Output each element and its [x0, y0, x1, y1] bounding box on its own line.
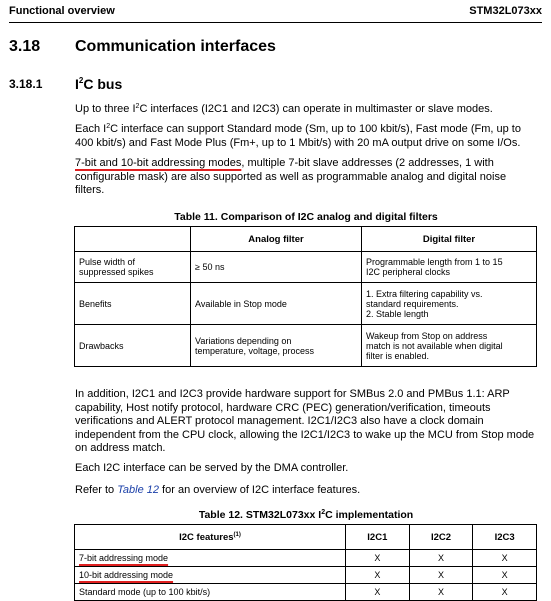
- table-12: [74, 524, 537, 601]
- section-number: 3.18: [9, 38, 41, 55]
- table-cell: 10-bit addressing mode: [75, 567, 346, 584]
- table-header-row: [75, 525, 537, 550]
- table-header-cell: I2C3: [473, 525, 537, 550]
- table-cell: X: [346, 550, 410, 567]
- table-cell: Drawbacks: [75, 325, 191, 367]
- table-cell: X: [473, 567, 537, 584]
- section-title: Communication interfaces: [75, 38, 276, 55]
- header-part-number: STM32L073xx: [469, 5, 542, 17]
- paragraph-modes: Each $I^2C$ interface can support Standard mode (Sm, up to 100 kbit/s), Fast mode (Fm, up to 400 kbit/s) and Fast Mode Plus (Fm+, up to 1 Mbit/s) with 20 mA output drive on some I/Os.: [75, 123, 521, 149]
- table-row: [75, 325, 537, 367]
- table-cell: X: [346, 584, 410, 601]
- table-cell: Available in Stop mode: [191, 283, 362, 325]
- table-11: [74, 226, 537, 367]
- table-cell: X: [409, 550, 473, 567]
- table-cell: X: [409, 584, 473, 601]
- subsection-title: $I^2C$ bus: [75, 76, 123, 92]
- table-cell: Variations depending on temperature, voltage, process: [191, 325, 362, 367]
- table-cell: 1. Extra filtering capability vs. standard requirements. 2. Stable length: [362, 283, 537, 325]
- table-cell: Standard mode (up to 100 kbit/s): [75, 584, 346, 601]
- paragraph-refer: Refer to Table 12 for an overview of I2C interface features.: [75, 484, 361, 496]
- paragraph-smbus: In addition, I2C1 and I2C3 provide hardware support for SMBus 2.0 and PMBus 1.1: ARP capability, Host notify protocol, hardware CRC (PEC) generation/verification, timeouts verifications and ALERT protocol management. I2C1/I2C3 also have a clock domain independent from the CPU clock, allowing the I2C1/I2C3 to wake up the MCU from Stop mode on address match.: [75, 388, 535, 454]
- table-header-cell: [75, 227, 191, 252]
- table-cell: X: [473, 550, 537, 567]
- table-cell: X: [409, 567, 473, 584]
- table-header-cell: I2C features$^{(1)}$: [75, 525, 346, 550]
- table-row: [75, 252, 537, 283]
- table-header-cell: I2C1: [346, 525, 410, 550]
- header-rule: [9, 22, 542, 23]
- page-header: [9, 5, 542, 21]
- table-row: [75, 283, 537, 325]
- table-header-cell: I2C2: [409, 525, 473, 550]
- paragraph-dma: Each I2C interface can be served by the DMA controller.: [75, 462, 349, 474]
- table-header-row: [75, 227, 537, 252]
- subsection-number: 3.18.1: [9, 77, 43, 91]
- table-cell: X: [346, 567, 410, 584]
- table-cell: Programmable length from 1 to 15 I2C peripheral clocks: [362, 252, 537, 283]
- table-cell: ≥ 50 ns: [191, 252, 362, 283]
- table-row: [75, 550, 537, 567]
- paragraph-interfaces: Up to three $I^2C$ interfaces (I2C1 and I2C3) can operate in multimaster or slave modes.: [75, 103, 493, 115]
- table-cell: Benefits: [75, 283, 191, 325]
- table-11-caption: Table 11. Comparison of I2C analog and digital filters: [174, 211, 438, 223]
- table-cell: Wakeup from Stop on address match is not available when digital filter is enabled.: [362, 325, 537, 367]
- table-header-cell: Analog filter: [191, 227, 362, 252]
- table-cell: 7-bit addressing mode: [75, 550, 346, 567]
- paragraph-addressing: 7-bit and 10-bit addressing modes, multiple 7-bit slave addresses (2 addresses, 1 with configurable mask) are also supported as well as programmable analog and digital noise filters.: [75, 157, 507, 196]
- highlighted-addressing-modes: 7-bit and 10-bit addressing modes: [75, 157, 242, 169]
- table-cell: X: [473, 584, 537, 601]
- table-cell: Pulse width of suppressed spikes: [75, 252, 191, 283]
- table-header-cell: Digital filter: [362, 227, 537, 252]
- table-12-link[interactable]: Table 12: [117, 484, 159, 496]
- header-section-name: Functional overview: [9, 5, 115, 17]
- table-row: [75, 567, 537, 584]
- table-12-caption: Table 12. STM32L073xx $I^2C$ implementation: [198, 509, 414, 521]
